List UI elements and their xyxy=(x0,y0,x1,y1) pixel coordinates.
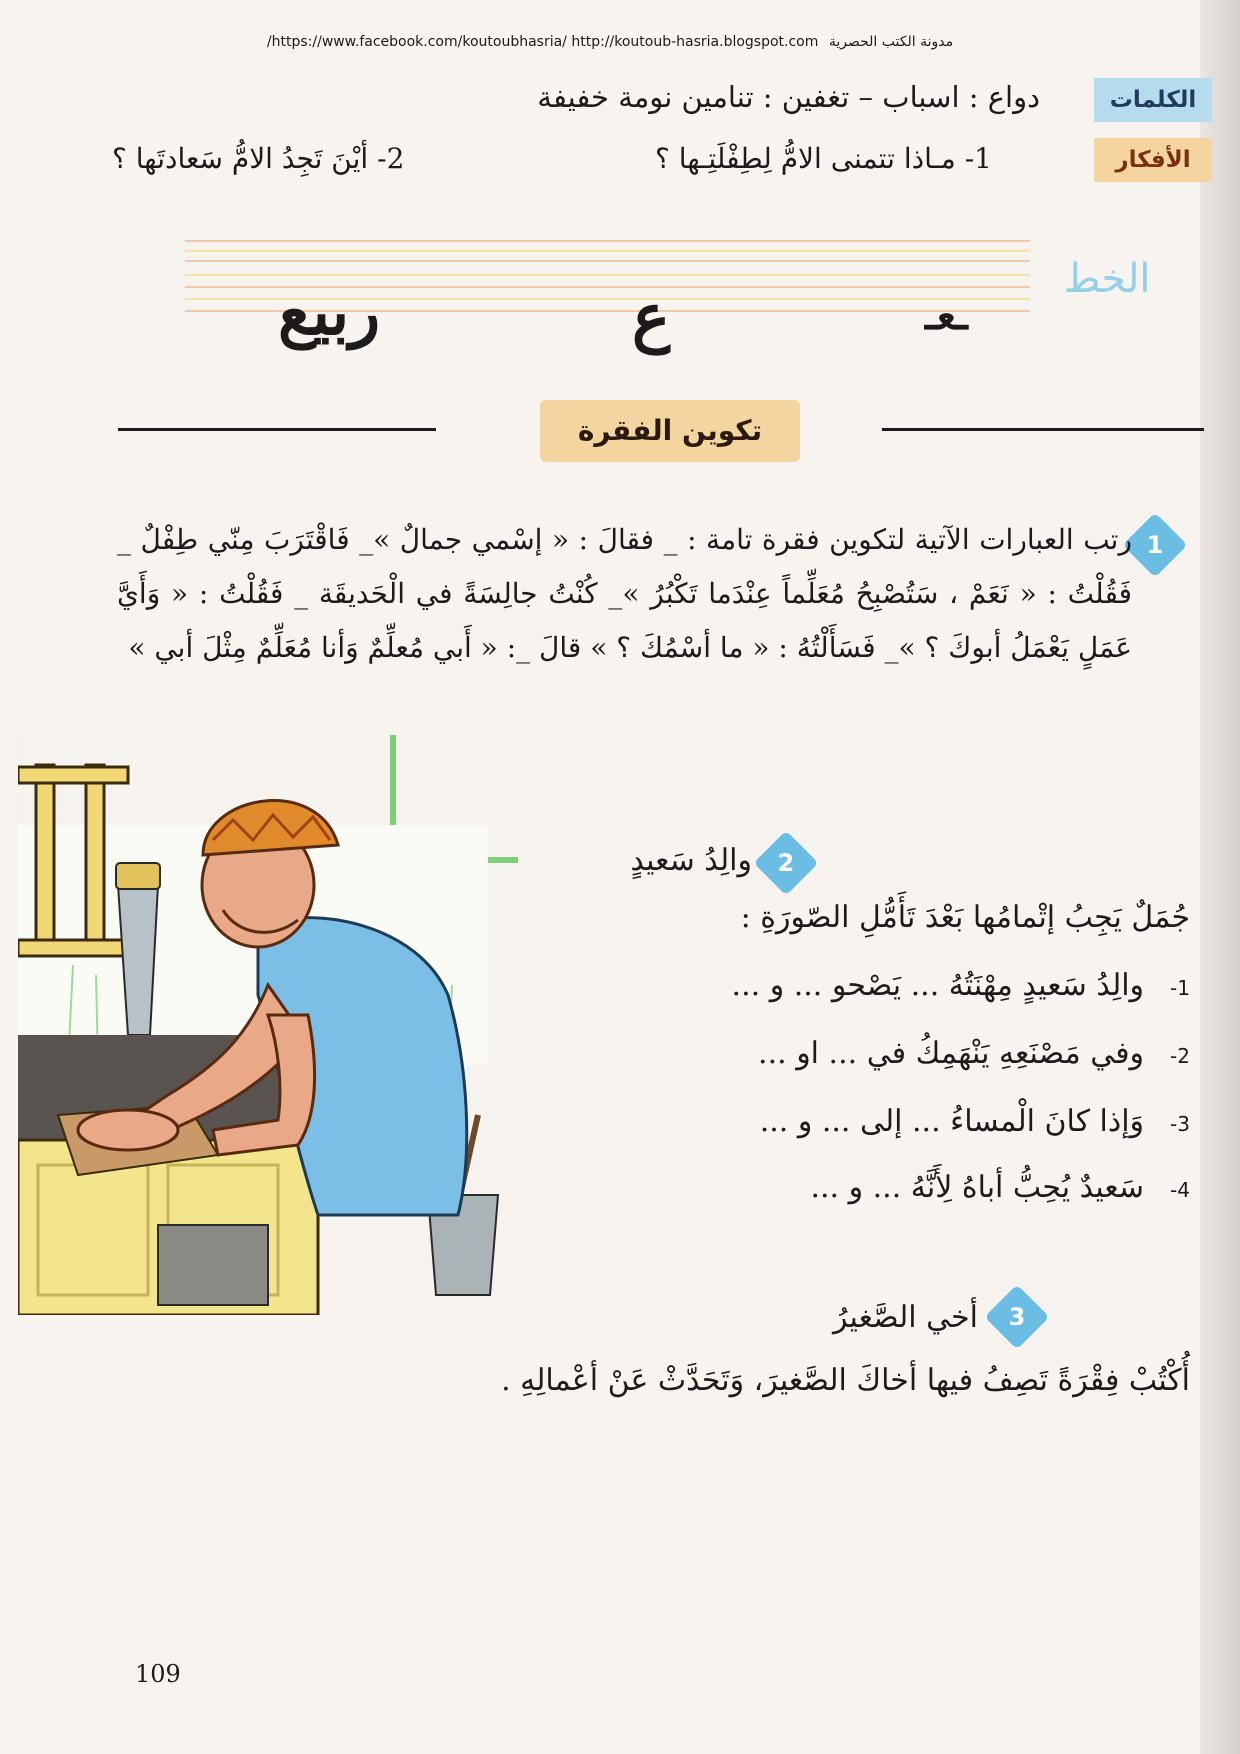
exercise-3-title: أخي الصَّغيرُ xyxy=(833,1300,978,1335)
ideas-tag: الأفكار xyxy=(1094,138,1212,182)
page-number: 109 xyxy=(135,1660,181,1688)
item-text: وَإذا كانَ الْمساءُ ... إلى ... و ... xyxy=(759,1104,1145,1139)
item-number: 4- xyxy=(1170,1178,1190,1202)
header-url-line xyxy=(200,34,1020,50)
item-number: 3- xyxy=(1170,1112,1190,1136)
exercise-3-number: 3 xyxy=(1008,1303,1026,1331)
item-number: 2- xyxy=(1170,1044,1190,1068)
page-edge-shadow xyxy=(1200,0,1240,1754)
item-text: سَعيدٌ يُحِبُّ أباهُ لِأَنَّهُ ... و ... xyxy=(810,1170,1145,1205)
section-title: تكوين الفقرة xyxy=(540,400,800,462)
exercise-3-text: أُكْتُبْ فِقْرَةً تَصِفُ فيها أخاكَ الصَّغيرَ، وَتَحَدَّثْ عَنْ أعْمالِهِ . xyxy=(501,1363,1190,1398)
item-text: والِدُ سَعيدٍ مِهْنَتُهُ ... يَصْحو ... و ... xyxy=(731,968,1145,1003)
section-divider-right xyxy=(882,428,1204,431)
section-divider-left xyxy=(118,428,436,431)
item-text: وفي مَصْنَعِهِ يَنْهَمِكُ في ... او ... xyxy=(758,1036,1145,1071)
exercise-2-item xyxy=(760,1104,1190,1139)
ideas-question-1: 1- مـاذا تتمنى الامُّ لِطِفْلَتِـها ؟ xyxy=(655,142,992,175)
exercise-2-number: 2 xyxy=(777,849,795,877)
exercise-2-item xyxy=(732,968,1190,1003)
handwriting-letter-initial: ـعـ xyxy=(925,292,968,339)
exercise-2-badge xyxy=(753,830,818,895)
item-number: 1- xyxy=(1170,976,1190,1000)
exercise-1-number: 1 xyxy=(1146,531,1164,559)
exercise-2-item xyxy=(758,1036,1190,1071)
carpenter-illustration xyxy=(18,735,528,1315)
header-url-latin: /https://www.facebook.com/koutoubhasria/ http://koutoub-hasria.blogspot.com xyxy=(266,34,819,50)
header-url-arabic: مدونة الكتب الحصرية xyxy=(828,34,954,50)
exercise-3-badge xyxy=(984,1284,1049,1349)
exercise-2-instruction: جُمَلٌ يَجِبُ إتْمامُها بَعْدَ تَأَمُّلِ الصّورَةِ : xyxy=(740,900,1190,935)
words-tag: الكلمات xyxy=(1094,78,1212,122)
handwriting-letter: ع xyxy=(632,280,671,355)
ideas-question-2: 2- أيْنَ تَجِدُ الامُّ سَعادتَها ؟ xyxy=(112,142,405,175)
handwriting-word: ربيع xyxy=(278,275,381,350)
exercise-1-text: رتب العبارات الآتية لتكوين فقرة تامة : _ فقالَ : « إسْمي جمالٌ »_ فَاقْتَرَبَ مِنّي طِفْلٌ _ فَقُلْتُ : « نَعَمْ ، سَتُصْبِحُ مُعَلِّماً عِنْدَما تَكْبُرُ »_ كُنْتُ جالِسَةً في الْحَديقَة _ فَقُلْتُ : « وَأَيَّ عَمَلٍ يَعْمَلُ أبوكَ ؟ »_ فَسَأَلْتُهُ : « ما أسْمُكَ ؟ » قالَ _: « أَبي مُعلِّمٌ وَأنا مُعَلِّمٌ مِثْلَ أبي » xyxy=(117,523,1132,664)
words-definition: دواع : اسباب – تغفين : تنامين نومة خفيفة xyxy=(537,80,1040,114)
exercise-2-title: والِدُ سَعيدٍ xyxy=(630,843,752,878)
writing-tag: الخط xyxy=(1063,256,1151,302)
exercise-1-badge xyxy=(1122,512,1187,577)
exercise-2-item xyxy=(810,1170,1190,1205)
